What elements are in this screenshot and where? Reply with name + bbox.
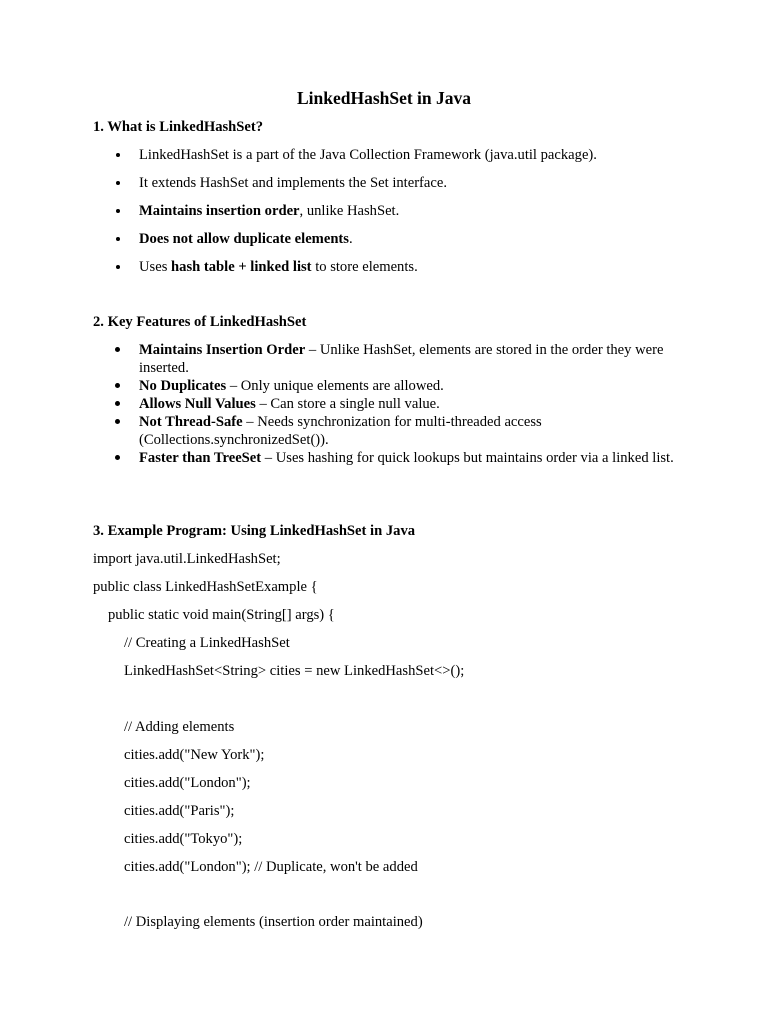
item-bold-text: Does not allow duplicate elements	[139, 231, 349, 247]
code-line: cities.add("London"); // Duplicate, won't be added	[124, 859, 418, 875]
item-text: Uses	[139, 259, 172, 275]
item-text: It extends HashSet and implements the Set interface.	[139, 175, 448, 191]
section-1-item-4	[139, 230, 679, 248]
section-2-item-4	[139, 413, 679, 449]
code-line: LinkedHashSet<String> cities = new LinkedHashSet<>();	[124, 663, 465, 679]
section-1-item-2	[139, 174, 679, 192]
document-title: LinkedHashSet in Java	[296, 88, 472, 108]
item-text: .	[348, 231, 353, 247]
section-1-item-5	[139, 258, 679, 276]
item-bold-text: Maintains Insertion Order	[139, 342, 306, 358]
item-bold-text: hash table + linked list	[171, 259, 312, 275]
item-text: , unlike HashSet.	[299, 203, 400, 219]
code-line: cities.add("London");	[124, 775, 251, 791]
code-line: public static void main(String[] args) {	[108, 607, 335, 623]
code-line: cities.add("Paris");	[124, 803, 235, 819]
section-2-item-1	[139, 341, 679, 377]
item-text: – Needs synchronization for multi-threaded access (Collections.synchronizedSet()).	[139, 414, 542, 448]
code-line: // Displaying elements (insertion order maintained)	[124, 914, 423, 930]
section-2-item-2	[139, 377, 679, 395]
code-line: cities.add("Tokyo");	[124, 831, 243, 847]
item-text: to store elements.	[311, 259, 418, 275]
item-text: – Can store a single null value.	[255, 396, 440, 412]
item-bold-text: Maintains insertion order	[139, 203, 300, 219]
section-2-heading: 2. Key Features of LinkedHashSet	[93, 314, 307, 330]
code-line: // Creating a LinkedHashSet	[124, 635, 290, 651]
section-1-item-3	[139, 202, 679, 220]
section-1-item-1	[139, 146, 679, 164]
section-2-item-3	[139, 395, 679, 413]
item-text: – Unlike HashSet, elements are stored in the order they were inserted.	[139, 342, 664, 376]
code-line: import java.util.LinkedHashSet;	[93, 551, 281, 567]
section-2-item-5	[139, 449, 679, 467]
item-bold-text: Faster than TreeSet	[139, 450, 262, 466]
section-1-heading: 1. What is LinkedHashSet?	[93, 119, 264, 135]
item-text: – Uses hashing for quick lookups but maintains order via a linked list.	[261, 450, 674, 466]
item-text: LinkedHashSet is a part of the Java Collection Framework (java.util package).	[139, 147, 597, 163]
code-line: // Adding elements	[124, 719, 235, 735]
item-bold-text: Not Thread-Safe	[139, 414, 243, 430]
section-3-heading: 3. Example Program: Using LinkedHashSet in Java	[93, 523, 416, 539]
item-bold-text: Allows Null Values	[139, 396, 256, 412]
item-bold-text: No Duplicates	[139, 378, 227, 394]
code-line: public class LinkedHashSetExample {	[93, 579, 318, 595]
item-text: – Only unique elements are allowed.	[226, 378, 444, 394]
code-line: cities.add("New York");	[124, 747, 265, 763]
